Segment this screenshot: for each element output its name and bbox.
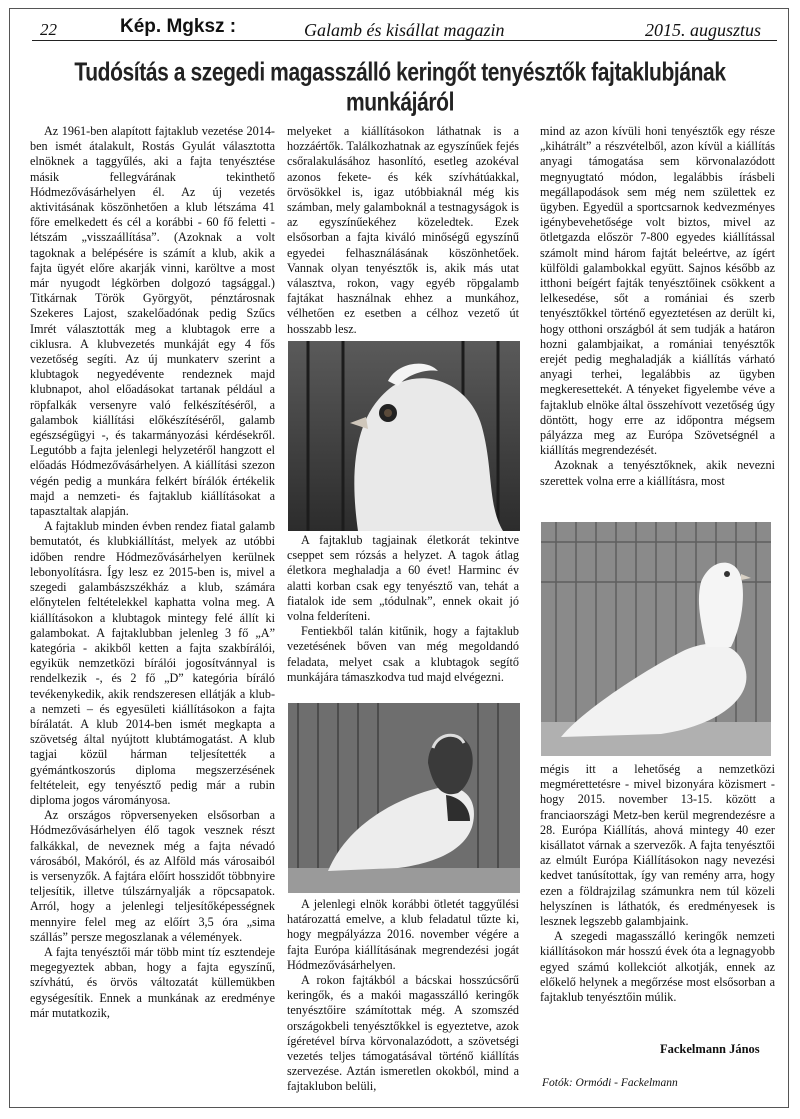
author-signature: Fackelmann János (660, 1042, 760, 1056)
paragraph: mind az azon kívüli honi tenyésztők egy része „kihátrált” a részvételből, azon kívül a kiállítás anyagi támogatása sem körvonalazódott megnyugtató módon, legalábbis írásbeli megállapodások sem még nem születtek ez ügyben. Egyedül a sportcsarnok kedvezményes igénybevehetősége volt biztos, mivel az ötletgazda először 7-800 egyedes kiállítással számolt mind három fajtát beleértve, az ígért külföldi galambokkal együtt. Sajnos később az itthoni beígért fajták tenyésztőinek csökkent a lelkesedése, sőt a romániai és szerb tenyésztőkkel történő egyeztetésen az derült ki, hogy otthoni országból át sem tudják a határon hozni galambjaikat, a romániai tenyésztők erejét pedig meghaladják a kiállítás várható anyagi terhei, legalábbis az ügyben megkeresettekét. A tényeket figyelembe véve a fajtaklub elnöke által összehívott vezetőség úgy döntött, hogy erre az időpontra mégsem pályázza meg az Európa Szövetségnél a kiállítás megrendezését. (540, 124, 775, 458)
issue-date: 2015. augusztus (644, 20, 761, 40)
column-2-bottom (287, 897, 519, 1095)
paragraph: melyeket a kiállításokon láthatnak is a hozzáértők. Találkozhatnak az egyszínűek fejés csőralakulásához hasonlító, esetleg azokéval azonos fekete- és kék szívhátúakkal, örvösökkel is, igaz utóbbiaknál még kis számban, mely galamboknál a testnagyságok is az egyszínűekéhez közeledtek. Ezek elsősorban a fajta kiváló minőségű egyszínű egyedei felhasználásának köszönhetőek. Vannak olyan tenyésztők is, akik más utat választva, rokon, vagy egyéb röpgalamb fajtákat használnak ehhez a munkához, vélhetően ez esetben a célhoz vezető út hosszabb lesz. (287, 124, 519, 336)
pigeon-full-photo (288, 703, 520, 893)
paragraph: mégis itt a lehetőség a nemzetközi megmérettetésre - mivel bizonyára közismert - hogy 2015. november 13-15. között a franciaországi Metz-ben kerül megrendezésre a 28. Európa Kiállítás, ahová mintegy 40 ezer kisállatot várnak a szervezők. A fajta tenyésztői az elmúlt Európa Kiállításokon nagy nevezési kedvet tanúsítottak, így van remény arra, hogy ezen a földrajzilag számunkra nem túl közeli helyszínen is láthatók, és eredményesek is lesznek legszebb galambjaink. (540, 762, 775, 929)
column-2-top (287, 124, 519, 337)
paragraph: A szegedi magasszálló keringők nemzeti kiállításokon már hosszú évek óta a legnagyobb egyed számú kollekciót alkotják, ennek az előkelő helynek a megőrzése most elsősorban a fajtaklub tenyésztőin múlik. (540, 929, 775, 1005)
pigeon-full-image (288, 703, 520, 893)
paragraph: A rokon fajtákból a bácskai hosszúcsőrű keringők, és a makói magasszálló keringők tenyésztőire számítottak még. A szomszéd országokbeli tenyésztőkkel is egyeztetve, azok ígéretével bírva körvonalazódott, a szövetségi vezetés teljes támogatásával történő kiállítás szervezése. Aztán ismeretlen okokból, mind a fajtaklubon belüli, (287, 973, 519, 1094)
article-title: Tudósítás a szegedi magasszálló keringőt tenyésztők fajtaklubjának munkájáról (74, 58, 726, 117)
column-3-top (540, 124, 775, 489)
paragraph: A fajta tenyésztői már több mint tíz esztendeje megegyeztek abban, hogy a fajta egyszínű, szívhátú, és örvös változatát küllemükben egységesítik. Ennek a munkának az eredménye már mutatkozik, (30, 944, 275, 1020)
paragraph: Fentiekből talán kitűnik, hogy a fajtaklub vezetésének bőven van még megoldandó feladata, melyet csak a klubtagok segítő munkájára támaszkodva tud majd elvégezni. (287, 624, 519, 684)
paragraph: A fajtaklub tagjainak életkorát tekintve cseppet sem rózsás a helyzet. A tagok átlag életkora meghaladja a 60 évet! Harminc év alatti korban csak egy tenyésztő van, tehát a fiatalok ide sem „tódulnak”, ennek okait jó volna felderíteni. (287, 533, 519, 624)
image-credit: Kép. Mgksz : (120, 16, 237, 37)
paragraph: Azoknak a tenyésztőknek, akik nevezni szerettek volna erre a kiállításra, most (540, 458, 775, 488)
page-header (32, 12, 777, 41)
column-3-bottom (540, 762, 775, 1005)
paragraph: Az országos röpversenyeken elsősorban a Hódmezővásárhelyen élő tagok vesznek részt falkákkal, de neveznek még a fajta névadó városából, Makóról, és az Alföld más városaiból is versenyzők. A fajtára előírt hosszidőt többnyire teljesítik, illetve túlszárnyalják a röpcsapatok. Arról, hogy a jelenlegi teljesítőképességnek mennyire felel meg az előírt 3,5 óra „sima szállás” persze megoszlanak a vélemények. (30, 808, 275, 944)
pigeon-cage-photo (541, 522, 771, 756)
pigeon-head-photo (288, 341, 520, 531)
photo-credit: Fotók: Ormódi - Fackelmann (542, 1077, 678, 1089)
page-number: 22 (40, 20, 57, 39)
paragraph: A jelenlegi elnök korábbi ötletét taggyűlési határozattá emelve, a klub feladatul tűzte ki, hogy megpályázza 2016. november végére a fajta Európa kiállításának megrendezési jogát Hódmezővásárhelyen. (287, 897, 519, 972)
paragraph: A fajtaklub minden évben rendez fiatal galamb bemutatót, és klubkiállítást, melyek az utóbbi időben rendre Hódmezővásárhelyen kerülnek lebonyolításra. Így lesz ez 2015-ben is, mivel a szegedi galambászszékház a klub, számára előnytelen feltételekkel kaphatta volna meg. A kiállításokon a klubtagok mintegy felé állít ki galambokat. A fajtaklubban jelenleg 3 fő „A” kategória - akikből ketten a fajta szakbírálói, egyikük nemzetközi bírálói jogosítvánnyal is rendelkezik -, és 2 fő „D” kategória bíráló tevékenykedik, akik rendszeresen ellátják a klub- a nemzeti – és egyesületi kiállításokon a fajta bírálatát. A klub 2014-ben ismét megkapta a szövetség által nyújtott klubtámogatást. A klub tagjai közül hárman teljesítették a gyémántkoszorús diploma megszerzésének feltételeit, egy tenyésztő pedig már a rubin diploma jogos várományosa. (30, 519, 275, 807)
pigeon-cage-image (541, 522, 771, 756)
paragraph: Az 1961-ben alapított fajtaklub vezetése 2014-ben ismét átalakult, Rostás Gyulát választotta elnöknek a taggyűlés, aki a fajta tenyésztése másik fellegvárának tekinthető Hódmezővásárhelyen él. Az új vezetés aktivitásának köszönhetően a klub létszáma 41 főre emelkedett és cél a korábbi - 60 fő feletti - létszám „visszaállítása”. (Azoknak a volt tagoknak a belépésére is számít a klub, akik a fajta ügyét előre akarják vinni, karöltve a most már nyugodt légkörben dolgozó tagsággal.) Titkárnak Török Györgyöt, pénztárosnak Szekeres Lajost, szakelőadónak pedig Szűcs Imrét választották meg a klubtagok erre a ciklusra. A klubvezetés munkáját egy 4 fős vezetőség segíti. Az új munkaterv szerint a klubtagok negyedévente rendeznek majd klubnapot, ahol előadásokat tartanak például a röpfalkák versenyre való felkészítéséről, a galambok kiállítási előkészítéséről, galamb egészségügyi -, és takarmányozási kérdésekről. Legutóbb a fajta jelenlegi helyzetéről hangzott el előadás Hódmezővásárhelyen. A kiállítási szezon végén pedig a munkára felkért bírálók értékelik majd a nemzeti- és fajtaklub kiállításokat a tapasztaltak alapján. (30, 124, 275, 519)
column-2-mid (287, 533, 519, 685)
magazine-name: Galamb és kisállat magazin (304, 20, 505, 40)
column-1 (30, 124, 275, 1021)
pigeon-head-image (288, 341, 520, 531)
